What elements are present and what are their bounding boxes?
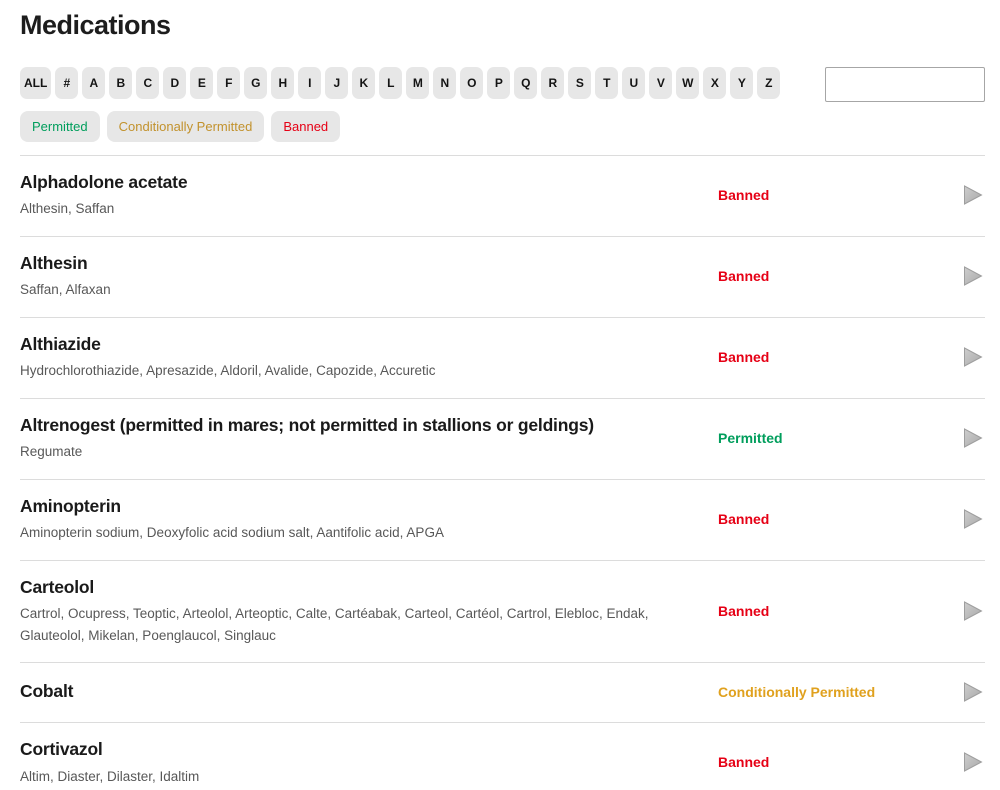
medication-status: Banned	[718, 267, 770, 284]
medication-name: Althiazide	[20, 333, 101, 354]
medication-name: Altrenogest (permitted in mares; not permitted in stallions or geldings)	[20, 414, 594, 435]
medication-status: Permitted	[718, 429, 783, 446]
alphabet-button-x[interactable]: X	[703, 67, 726, 99]
arrow-right-icon[interactable]	[948, 508, 985, 530]
alphabet-button-i[interactable]: I	[298, 67, 321, 99]
medication-status: Banned	[718, 510, 770, 527]
medication-row[interactable]	[20, 480, 985, 561]
medication-status: Conditionally Permitted	[718, 683, 876, 700]
medication-name: Cobalt	[20, 681, 74, 702]
medication-aliases: Hydrochlorothiazide, Apresazide, Aldoril, Avalide, Capozide, Accuretic	[20, 363, 436, 379]
medication-status: Banned	[718, 348, 770, 365]
medication-info	[20, 332, 718, 382]
alphabet-button-p[interactable]: P	[487, 67, 510, 99]
alphabet-button-all[interactable]: ALL	[20, 67, 51, 99]
medication-row[interactable]	[20, 663, 985, 723]
medication-aliases: Althesin, Saffan	[20, 201, 115, 217]
alphabet-button-v[interactable]: V	[649, 67, 672, 99]
alphabet-button-w[interactable]: W	[676, 67, 699, 99]
medication-aliases: Cartrol, Ocupress, Teoptic, Arteolol, Arteoptic, Calte, Cartéabak, Carteol, Cartéol, Cartrol, Elebloc, Endak, Glauteolol, Mikelan, Poenglaucol, Singlauc	[20, 606, 649, 643]
alphabet-button-n[interactable]: N	[433, 67, 456, 99]
alphabet-button-f[interactable]: F	[217, 67, 240, 99]
medication-info	[20, 737, 718, 787]
alphabet-button-t[interactable]: T	[595, 67, 618, 99]
filter-button-conditionally-permitted[interactable]: Conditionally Permitted	[107, 111, 265, 142]
medication-status: Banned	[718, 754, 770, 771]
alphabet-button-u[interactable]: U	[622, 67, 645, 99]
medication-info	[20, 575, 718, 647]
medication-info	[20, 170, 718, 220]
medication-name: Althesin	[20, 252, 88, 273]
medication-row[interactable]	[20, 318, 985, 399]
arrow-right-icon[interactable]	[948, 427, 985, 449]
alphabet-button-j[interactable]: J	[325, 67, 348, 99]
page-title: Medications	[20, 10, 171, 40]
medication-row[interactable]	[20, 561, 985, 664]
medication-row[interactable]	[20, 723, 985, 790]
arrow-right-icon[interactable]	[948, 751, 985, 773]
arrow-right-icon[interactable]	[948, 346, 985, 368]
alphabet-button-k[interactable]: K	[352, 67, 375, 99]
alphabet-button-q[interactable]: Q	[514, 67, 537, 99]
medication-list	[20, 155, 985, 790]
arrow-right-icon[interactable]	[948, 184, 985, 206]
medication-status: Banned	[718, 186, 770, 203]
alphabet-button-o[interactable]: O	[460, 67, 483, 99]
medication-aliases: Regumate	[20, 444, 83, 460]
alphabet-button-m[interactable]: M	[406, 67, 429, 99]
alphabet-button-h[interactable]: H	[271, 67, 294, 99]
alphabet-button-c[interactable]: C	[136, 67, 159, 99]
filter-button-banned[interactable]: Banned	[271, 111, 340, 142]
medication-name: Aminopterin	[20, 495, 121, 516]
medication-info	[20, 679, 718, 704]
medication-row[interactable]	[20, 399, 985, 480]
arrow-right-icon[interactable]	[948, 681, 985, 703]
medication-row[interactable]	[20, 156, 985, 237]
alphabet-button-e[interactable]: E	[190, 67, 213, 99]
alphabet-button-y[interactable]: Y	[730, 67, 753, 99]
alphabet-button-r[interactable]: R	[541, 67, 564, 99]
medication-aliases: Altim, Diaster, Dilaster, Idaltim	[20, 768, 200, 784]
filter-button-permitted[interactable]: Permitted	[20, 111, 100, 142]
toolbar	[20, 67, 985, 102]
alphabet-button-z[interactable]: Z	[757, 67, 780, 99]
alphabet-button-hash[interactable]: #	[55, 67, 78, 99]
alphabet-button-g[interactable]: G	[244, 67, 267, 99]
alphabet-button-l[interactable]: L	[379, 67, 402, 99]
alphabet-button-d[interactable]: D	[163, 67, 186, 99]
medication-info	[20, 251, 718, 301]
status-filter-bar	[20, 111, 985, 142]
medication-aliases: Saffan, Alfaxan	[20, 282, 111, 298]
medication-info	[20, 413, 718, 463]
medication-aliases: Aminopterin sodium, Deoxyfolic acid sodium salt, Aantifolic acid, APGA	[20, 525, 444, 541]
medication-row[interactable]	[20, 237, 985, 318]
arrow-right-icon[interactable]	[948, 600, 985, 622]
medication-name: Carteolol	[20, 576, 95, 597]
medication-name: Cortivazol	[20, 739, 103, 760]
medication-name: Alphadolone acetate	[20, 172, 188, 192]
medication-info	[20, 494, 718, 544]
alphabet-filter-bar	[20, 67, 780, 99]
search-input[interactable]	[825, 67, 985, 102]
alphabet-button-a[interactable]: A	[82, 67, 105, 99]
arrow-right-icon[interactable]	[948, 265, 985, 287]
alphabet-button-s[interactable]: S	[568, 67, 591, 99]
alphabet-button-b[interactable]: B	[109, 67, 132, 99]
medication-status: Banned	[718, 602, 770, 619]
